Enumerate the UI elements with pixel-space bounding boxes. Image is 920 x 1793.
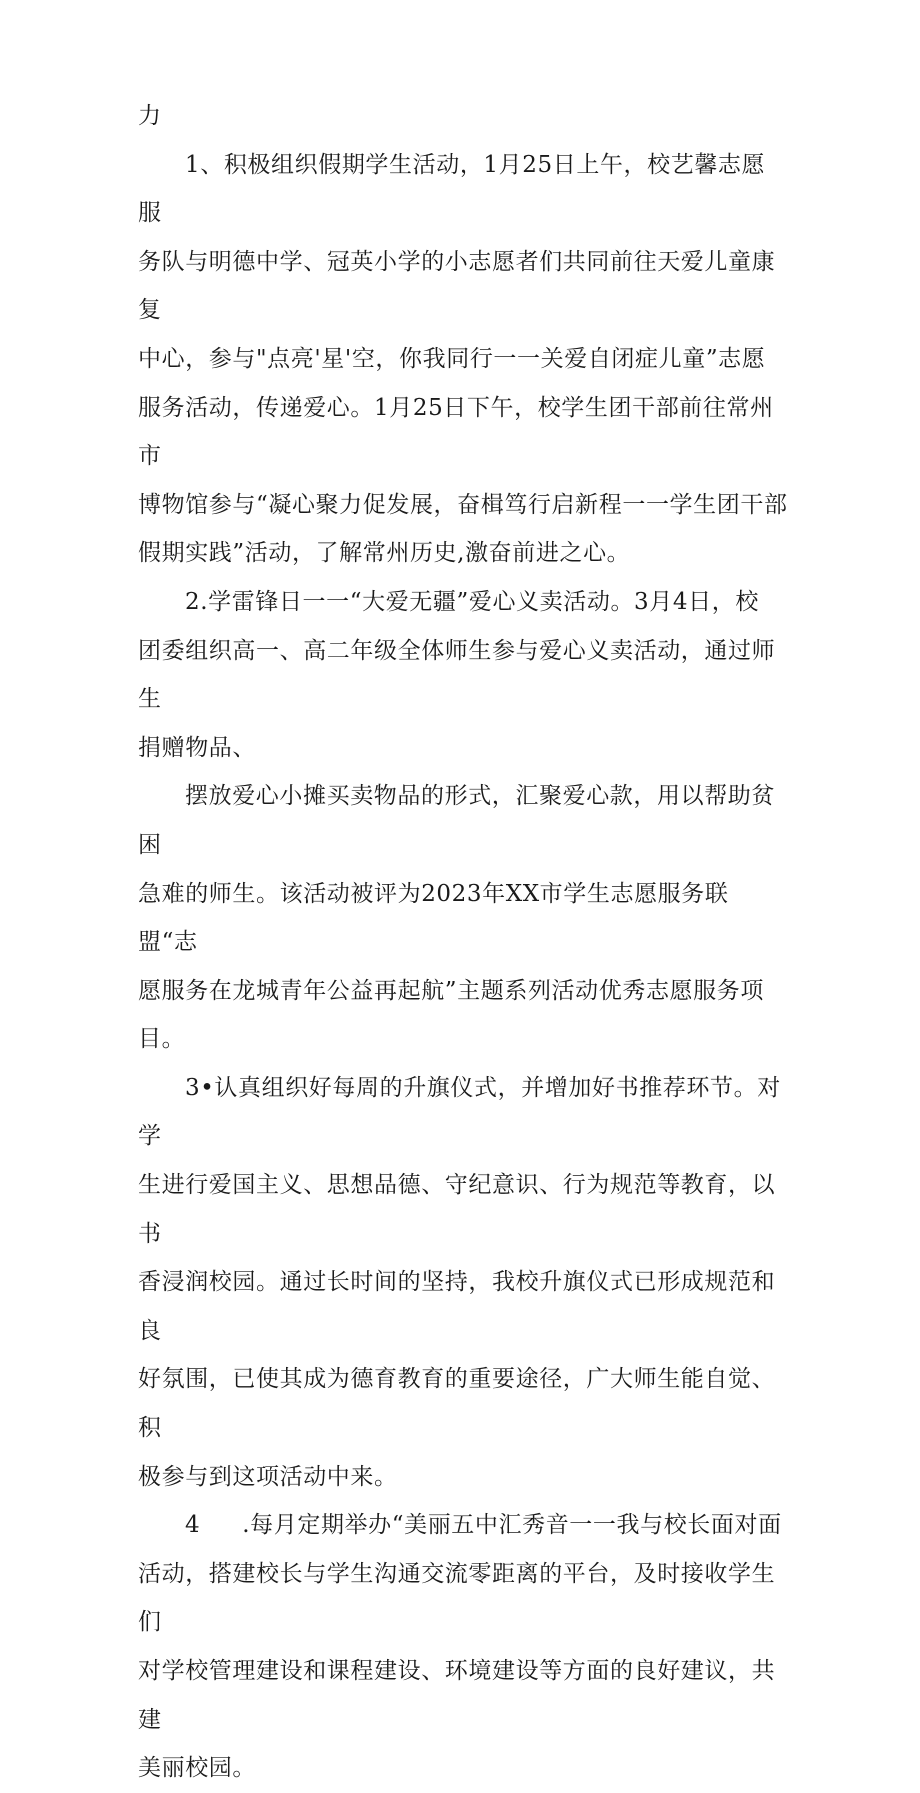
paragraph-2: 2.学雷锋日一一“大爱无疆”爱心义卖活动。3月4日，校 团委组织高一、高二年级全体师生参与爱心义卖活动，通过师生 捐赠物品、 [138,588,776,761]
paragraph-1: 1、积极组织假期学生活动，1月25日上午，校艺馨志愿服 务队与明德中学、冠英小学的小志愿者们共同前往天爱儿童康复 中心，参与"点亮'星'空，你我同行一一关爱自闭症儿童”志愿 服务活动，传递爱心。1月25日下午，校学生团干部前往常州市 博物馆参与“凝心聚力促发展，奋楫笃行启新程一一学生团干部 假期实践”活动，了解常州历史,激奋前进之心。 [138,151,788,567]
paragraph-5-number: 4 [185,1512,201,1539]
paragraph-5 [138,1501,788,1793]
top-fragment-text: 力 [138,103,162,129]
paragraph-3: 摆放爱心小摊买卖物品的形式，汇聚爱心款，用以帮助贫困 急难的师生。该活动被评为2023年XX市学生志愿服务联盟“志 愿服务在龙城青年公益再起航”主题系列活动优秀志愿服务项目。 [138,783,775,1053]
paragraph-4: 3•认真组织好每周的升旗仪式，并增加好书推荐环节。对学 生进行爱国主义、思想品德、守纪意识、行为规范等教育，以书 香浸润校园。通过长时间的坚持，我校升旗仪式已形成规范和良 好氛围，已使其成为德育教育的重要途径，广大师生能自觉、积 极参与到这项活动中来。 [138,1074,781,1490]
paragraph-5-text: .每月定期举办“美丽五中汇秀音一一我与校长面对面 活动，搭建校长与学生沟通交流零距离的平台，及时接收学生们 对学校管理建设和课程建设、环境建设等方面的良好建议，共建 美丽校园。 [138,1512,782,1782]
document-body [138,92,788,1793]
